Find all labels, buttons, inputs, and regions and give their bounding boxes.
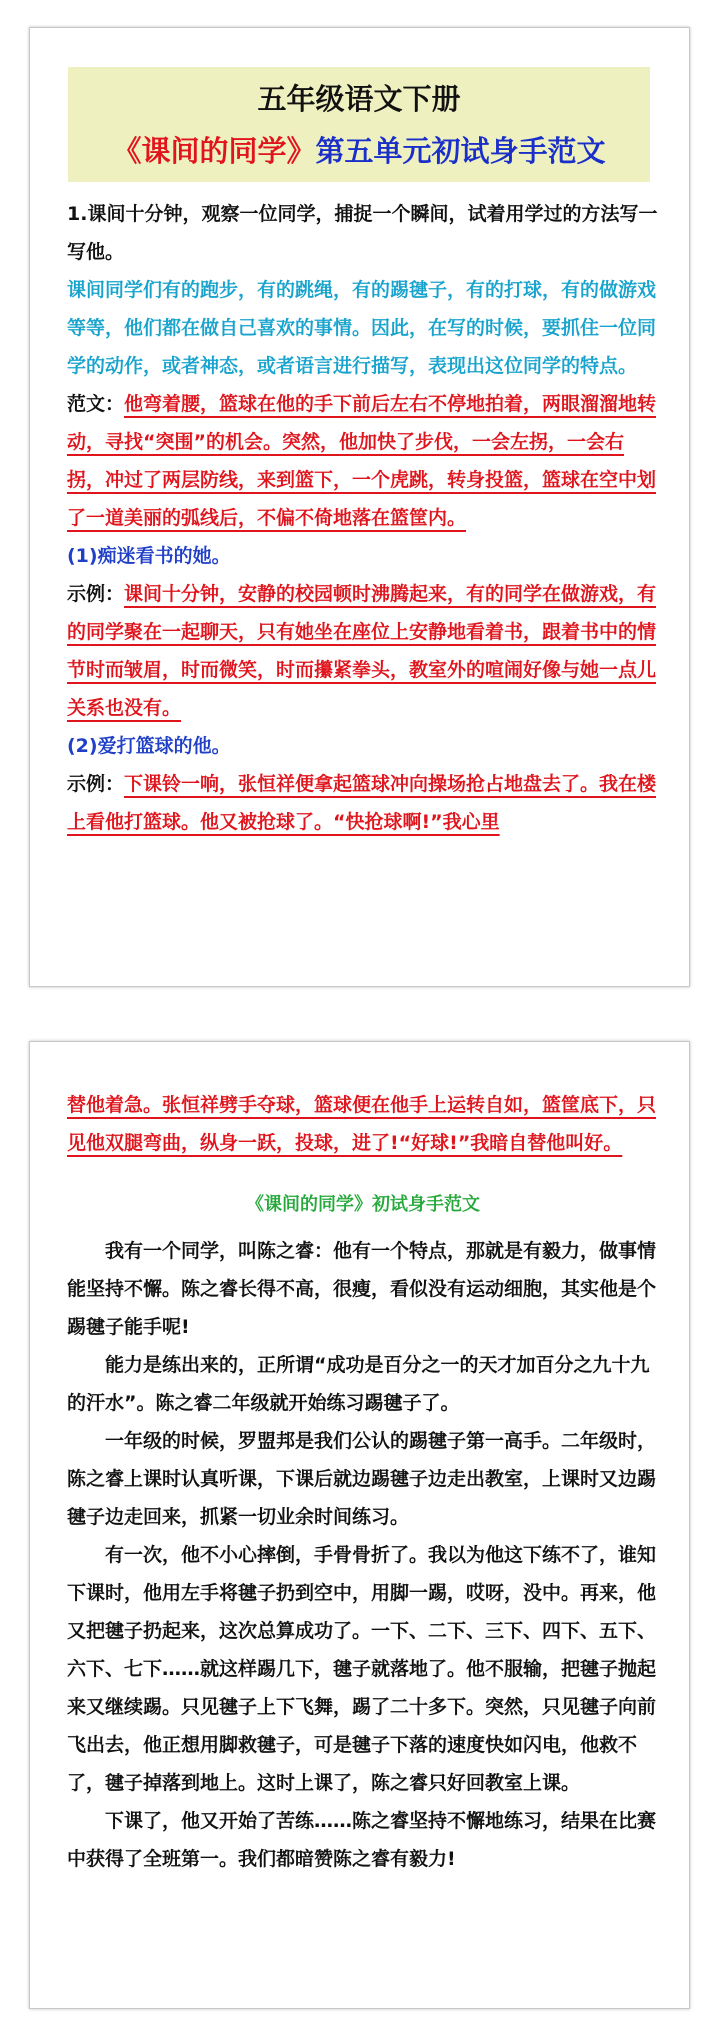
- document-page-2: [29, 1041, 690, 2009]
- page2-content: [67, 1086, 659, 1878]
- example-1-label: 示例：: [67, 583, 125, 605]
- essay-paragraph: 能力是练出来的，正所谓“成功是百分之一的天才加百分之九十九的汗水”。陈之睿二年级就开始练习踢毽子了。: [67, 1354, 650, 1414]
- model-essay-label: 范文：: [67, 393, 125, 415]
- page-title: 五年级语文下册: [257, 82, 461, 116]
- title-banner: [68, 67, 650, 182]
- subtitle-unit: 第五单元初试身手范文: [315, 134, 606, 168]
- question-text: 1.课间十分钟，观察一位同学，捕捉一个瞬间，试着用学过的方法写一写他。: [67, 203, 658, 263]
- example-2-continued: 替他着急。张恒祥劈手夺球，篮球便在他手上运转自如，篮筐底下，只见他双腿弯曲，纵身一跃，投球，进了!“好球!”我暗自替他叫好。: [67, 1094, 657, 1154]
- essay-paragraph: 一年级的时候，罗盟邦是我们公认的踢毽子第一高手。二年级时，陈之睿上课时认真听课，下课后就边踢毽子边走出教室，上课时又边踢毽子边走回来，抓紧一切业余时间练习。: [67, 1430, 657, 1528]
- example-2-label: 示例：: [67, 773, 125, 795]
- subtitle-lesson-name: 《课间的同学》: [112, 134, 316, 168]
- essay-paragraph: 我有一个同学，叫陈之睿：他有一个特点，那就是有毅力，做事情能坚持不懈。陈之睿长得不高，很瘦，看似没有运动细胞，其实他是个踢毽子能手呢!: [67, 1240, 657, 1338]
- essay-paragraph: 有一次，他不小心摔倒，手骨骨折了。我以为他这下练不了，谁知下课时，他用左手将毽子扔到空中，用脚一踢，哎呀，没中。再来，他又把毽子扔起来，这次总算成功了。一下、二下、三下、四下、五下、六下、七下……就这样踢几下，毽子就落地了。他不服输，把毽子抛起来又继续踢。只见毽子上下飞舞，踢了二十多下。突然，只见毽子向前飞出去，他正想用脚救毽子，可是毽子下落的速度快如闪电，他救不了，毽子掉落到地上。这时上课了，陈之睿只好回教室上课。: [67, 1544, 657, 1794]
- essay-title: 《课间的同学》初试身手范文: [246, 1194, 480, 1215]
- model-essay: [67, 385, 659, 537]
- essay-body: [67, 1232, 659, 1878]
- model-essay-text: 他弯着腰，篮球在他的手下前后左右不停地拍着，两眼溜溜地转动，寻找“突围”的机会。突然，他加快了步伐，一会左拐，一会右拐，冲过了两层防线，来到篮下，一个虎跳，转身投篮，篮球在空中划了一道美丽的弧线后，不偏不倚地落在篮筐内。: [67, 393, 657, 529]
- example-2: [67, 765, 659, 841]
- example-1-text: 课间十分钟，安静的校园顿时沸腾起来，有的同学在做游戏，有的同学聚在一起聊天，只有她坐在座位上安静地看着书，跟着书中的情节时而皱眉，时而微笑，时而攥紧拳头，教室外的喧闹好像与她一点儿关系也没有。: [67, 583, 657, 719]
- page-subtitle: [68, 129, 650, 170]
- example-1: [67, 575, 659, 727]
- writing-tip: 课间同学们有的跑步，有的跳绳，有的踢毽子，有的打球，有的做游戏等等，他们都在做自己喜欢的事情。因此，在写的时候，要抓住一位同学的动作，或者神态，或者语言进行描写，表现出这位同学的特点。: [67, 279, 657, 377]
- subtopic-1: (1)痴迷看书的她。: [67, 545, 231, 567]
- essay-paragraph: 下课了，他又开始了苦练……陈之睿坚持不懈地练习，结果在比赛中获得了全班第一。我们都暗赞陈之睿有毅力!: [67, 1810, 657, 1870]
- example-2-text: 下课铃一响，张恒祥便拿起篮球冲向操场抢占地盘去了。我在楼上看他打篮球。他又被抢球了。“快抢球啊!”我心里: [67, 773, 657, 833]
- subtopic-2: (2)爱打篮球的他。: [67, 735, 231, 757]
- page1-content: [67, 195, 659, 841]
- document-page-1: [29, 27, 690, 987]
